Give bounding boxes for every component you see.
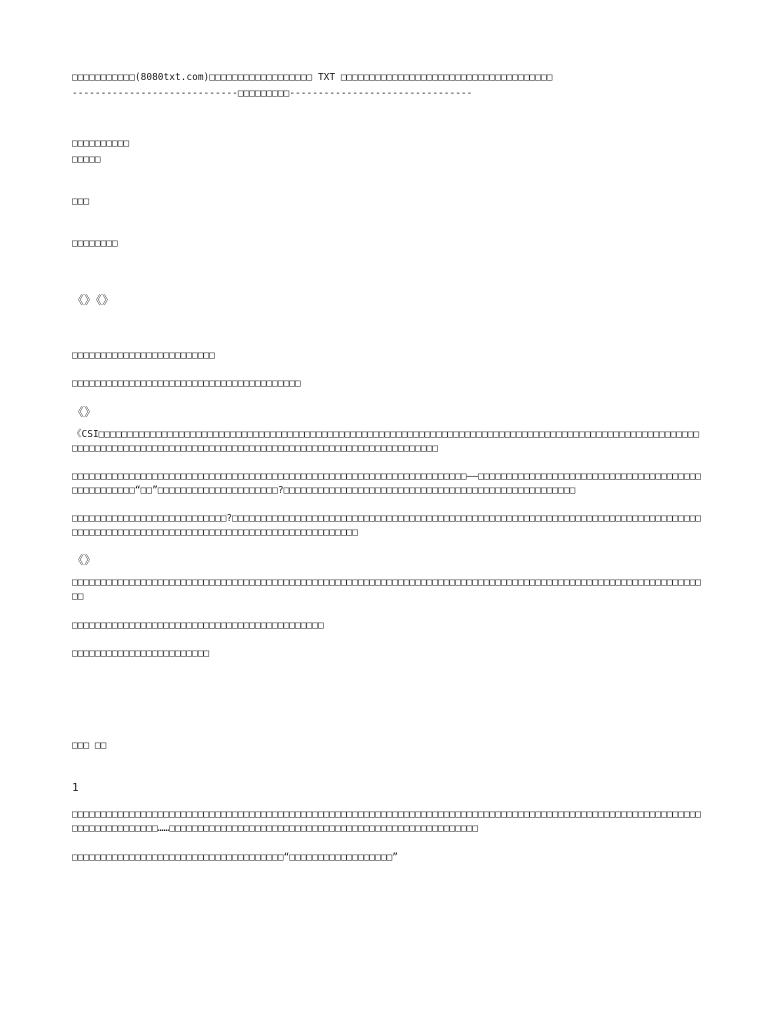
intro-paragraph-2: □□□□□□□□□□□□□□□□□□□□□□□□□□□□□□□□□□□□□□□□	[72, 378, 301, 389]
subsection-label: □□□□□□□□	[72, 238, 118, 249]
intro-bracket-1: 《》	[72, 405, 97, 419]
header-line-1: □□□□□□□□□□□(8080txt.com)□□□□□□□□□□□□□□□□□□ TXT □□□□□□□□□□□□□□□□□□□□□□□□□□□□□□□□□□□□□	[72, 72, 553, 83]
section-label: □□□	[72, 196, 90, 207]
intro-paragraph-1: □□□□□□□□□□□□□□□□□□□□□□□□□	[72, 350, 215, 361]
intro-paragraph-8: □□□□□□□□□□□□□□□□□□□□□□□□	[72, 648, 210, 659]
intro-paragraph-7: □□□□□□□□□□□□□□□□□□□□□□□□□□□□□□□□□□□□□□□□□□□□	[72, 620, 324, 631]
document-page	[72, 70, 702, 866]
chapter-number: 1	[72, 781, 79, 794]
book-title: □□□□□□□□□□	[72, 138, 130, 149]
chapter-heading: □□□ □□	[72, 740, 107, 751]
intro-bracket-2: 《》	[72, 553, 97, 567]
header-separator: -----------------------------□□□□□□□□□--------------------------------	[72, 88, 473, 99]
intro-paragraph-5: □□□□□□□□□□□□□□□□□□□□□□□□□□□?□□□□□□□□□□□□□□□□□□□□□□□□□□□□□□□□□□□□□□□□□□□□□□□□□□□□□□□□□□□□□□□□□□□□□□□□□□□□□□□□□□□□□□□□□□□□□□□□□□□□□□□□□□□□□□□□□□□□□□□□□□□□□□□□□□□□	[72, 513, 702, 538]
intro-paragraph-4: □□□□□□□□□□□□□□□□□□□□□□□□□□□□□□□□□□□□□□□□□□□□□□□□□□□□□□□□□□□□□□□□□□□□□——□□□□□□□□□□□□□□□□□□□□□□□□□□□□□□□□□□□□□□□□□□□□□□□□□□“□□”□□□□□□□□□□□□□□□□□□□□□?□□□□□□□□□□□□□□□□□□□□□□□□□□□□□□□□□□□□□□□□□□□□□□□□□□□	[72, 471, 702, 496]
chapter-paragraph-1: □□□□□□□□□□□□□□□□□□□□□□□□□□□□□□□□□□□□□□□□□□□□□□□□□□□□□□□□□□□□□□□□□□□□□□□□□□□□□□□□□□□□□□□□□□□□□□□□□□□□□□□□□□□□□□□□□□□□□□□□□□□□□……□□□□□□□□□□□□□□□□□□□□□□□□□□□□□□□□□□□□□□□□□□□□□□□□□□□□□□	[72, 809, 702, 834]
chapter-paragraph-2: □□□□□□□□□□□□□□□□□□□□□□□□□□□□□□□□□□□□□“□□□□□□□□□□□□□□□□□□”	[72, 852, 399, 863]
intro-paragraph-3: 《CSI□□□□□□□□□□□□□□□□□□□□□□□□□□□□□□□□□□□□□□□□□□□□□□□□□□□□□□□□□□□□□□□□□□□□□□□□□□□□□□□□□□□□□□□□□□□□□□□□□□□□□□□□□□□□□□□□□□□□□□□□□□□□□□□□□□□□□□□□□□□□□□□□□□□□□□□□□□□□□□□□□□□□□□□□□	[72, 429, 700, 454]
bracket-heading: 《》《》	[72, 293, 115, 307]
book-author: □□□□□	[72, 154, 101, 165]
intro-paragraph-6: □□□□□□□□□□□□□□□□□□□□□□□□□□□□□□□□□□□□□□□□□□□□□□□□□□□□□□□□□□□□□□□□□□□□□□□□□□□□□□□□□□□□□□□□□□□□□□□□□□□□□□□□□□□□□□□□	[72, 577, 702, 602]
